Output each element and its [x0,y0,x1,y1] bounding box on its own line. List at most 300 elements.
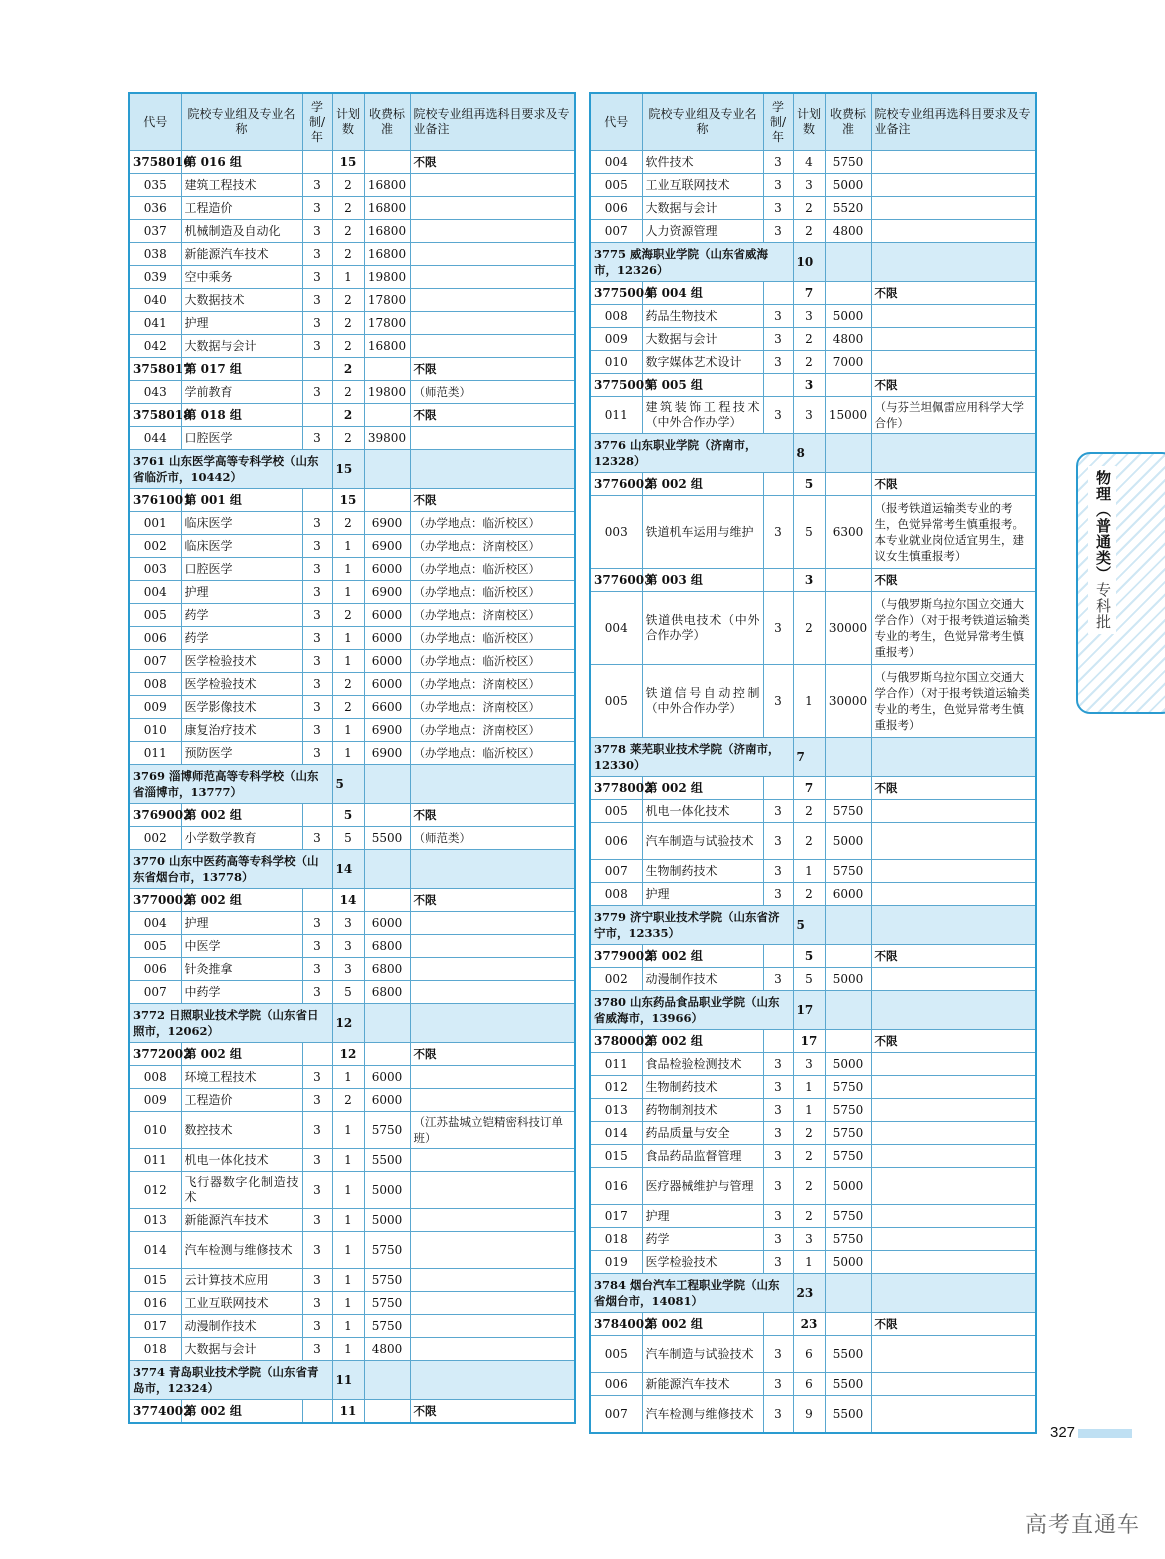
major-years: 3 [302,558,332,581]
school-plan: 11 [332,1361,364,1400]
major-req: （办学地点：临沂校区） [410,627,575,650]
group-plan: 7 [793,282,825,305]
major-code: 001 [129,512,181,535]
major-plan: 2 [793,1122,825,1145]
school-plan: 17 [793,991,825,1030]
major-req [410,427,575,450]
major-row [590,1053,1036,1076]
major-row [129,535,575,558]
group-plan: 3 [793,374,825,397]
major-plan: 3 [332,912,364,935]
group-fee [364,151,410,174]
header-code: 代号 [590,93,642,151]
group-fee [364,489,410,512]
group-row [129,151,575,174]
major-fee: 17800 [364,289,410,312]
major-plan: 6 [793,1336,825,1373]
group-plan: 3 [793,569,825,592]
major-name: 临床医学 [181,535,302,558]
major-row [590,151,1036,174]
major-req: （办学地点：济南校区） [410,719,575,742]
school-plan: 15 [332,450,364,489]
major-fee: 6900 [364,742,410,765]
school-plan: 10 [793,243,825,282]
group-years [302,1043,332,1066]
major-name: 软件技术 [642,151,763,174]
right-table [589,92,1037,1434]
group-name: 第 002 组 [642,473,763,496]
major-plan: 5 [332,827,364,850]
major-code: 016 [590,1168,642,1205]
major-row [129,981,575,1004]
group-req: 不限 [410,151,575,174]
major-req [871,860,1036,883]
group-fee [825,1313,871,1336]
group-years [763,1313,793,1336]
major-code: 013 [590,1099,642,1122]
major-code: 013 [129,1209,181,1232]
major-req [410,1172,575,1209]
major-plan: 5 [332,981,364,1004]
major-req: （办学地点：临沂校区） [410,742,575,765]
major-years: 3 [763,883,793,906]
major-plan: 1 [793,1099,825,1122]
major-name: 云计算技术应用 [181,1269,302,1292]
major-req: （师范类） [410,827,575,850]
major-years: 3 [302,197,332,220]
group-years [302,489,332,512]
major-fee: 5000 [825,823,871,860]
major-code: 009 [590,328,642,351]
major-plan: 1 [332,1232,364,1269]
group-row [129,1043,575,1066]
header-fee: 收费标准 [825,93,871,151]
school-plan: 7 [793,738,825,777]
section-label [1088,466,1116,634]
major-code: 011 [129,742,181,765]
major-req: （与芬兰坦佩雷应用科学大学合作） [871,397,1036,434]
major-name: 护理 [181,312,302,335]
group-row [590,1030,1036,1053]
major-row [590,1145,1036,1168]
group-fee [364,1043,410,1066]
major-req [871,1228,1036,1251]
major-years: 3 [763,1205,793,1228]
header-name: 院校专业组及专业名称 [181,93,302,151]
group-fee [364,889,410,912]
group-years [763,1030,793,1053]
school-name: 3770 山东中医药高等专科学校（山东省烟台市，13778） [129,850,332,889]
major-req [871,174,1036,197]
major-plan: 2 [332,673,364,696]
school-name: 3769 淄博师范高等专科学校（山东省淄博市，13777） [129,765,332,804]
major-plan: 5 [793,496,825,569]
major-plan: 6 [793,1373,825,1396]
major-row [129,827,575,850]
school-row [590,991,1036,1030]
major-fee: 5750 [364,1315,410,1338]
major-plan: 2 [332,427,364,450]
major-fee: 6000 [364,627,410,650]
group-plan: 11 [332,1400,364,1424]
major-code: 039 [129,266,181,289]
major-code: 004 [590,592,642,665]
major-req [871,1336,1036,1373]
major-code: 007 [590,1396,642,1434]
major-row [129,935,575,958]
major-req: （办学地点：济南校区） [410,535,575,558]
group-plan: 23 [793,1313,825,1336]
major-years: 3 [302,1292,332,1315]
major-name: 医学检验技术 [181,673,302,696]
major-name: 铁道供电技术（中外合作办学） [642,592,763,665]
major-years: 3 [302,1112,332,1149]
major-fee: 6900 [364,512,410,535]
major-years: 3 [763,496,793,569]
major-code: 036 [129,197,181,220]
group-years [302,889,332,912]
major-fee: 6000 [825,883,871,906]
major-fee: 5520 [825,197,871,220]
school-name: 3779 济宁职业技术学院（山东省济宁市，12335） [590,906,793,945]
major-plan: 2 [793,1168,825,1205]
major-name: 临床医学 [181,512,302,535]
major-years: 3 [302,427,332,450]
major-plan: 3 [793,1228,825,1251]
major-years: 3 [302,312,332,335]
major-row [129,335,575,358]
major-years: 3 [763,1396,793,1434]
watermark: 高考直通车 [1025,1513,1141,1538]
major-code: 007 [590,860,642,883]
group-fee [825,1030,871,1053]
major-code: 018 [590,1228,642,1251]
major-row [590,1076,1036,1099]
major-row [129,427,575,450]
major-name: 生物制药技术 [642,1076,763,1099]
group-name: 第 017 组 [181,358,302,381]
major-years: 3 [763,860,793,883]
major-plan: 1 [332,581,364,604]
major-name: 口腔医学 [181,427,302,450]
major-name: 汽车制造与试验技术 [642,823,763,860]
major-plan: 2 [332,604,364,627]
major-years: 3 [763,305,793,328]
major-code: 011 [590,397,642,434]
group-fee [825,945,871,968]
header-years: 学制/年 [302,93,332,151]
major-code: 041 [129,312,181,335]
major-row [129,1149,575,1172]
major-req [871,1053,1036,1076]
major-plan: 2 [793,220,825,243]
major-row [129,381,575,404]
major-fee: 6900 [364,581,410,604]
major-years: 3 [302,827,332,850]
major-row [590,1099,1036,1122]
major-row [129,1172,575,1209]
major-code: 006 [590,1373,642,1396]
major-years: 3 [302,1209,332,1232]
major-req [871,1396,1036,1434]
group-plan: 7 [793,777,825,800]
major-fee: 5750 [825,151,871,174]
group-row [129,358,575,381]
group-row [129,404,575,427]
group-code: 3779002 [590,945,642,968]
major-req [410,912,575,935]
school-req [410,1361,575,1400]
major-fee: 5500 [364,1149,410,1172]
major-req: （办学地点：临沂校区） [410,512,575,535]
group-fee [825,473,871,496]
major-name: 机电一体化技术 [181,1149,302,1172]
school-fee [825,738,871,777]
major-code: 009 [129,1089,181,1112]
major-req [871,1145,1036,1168]
table-header [129,93,575,151]
group-req: 不限 [871,374,1036,397]
major-code: 005 [590,800,642,823]
major-req [410,1269,575,1292]
major-name: 数字媒体艺术设计 [642,351,763,374]
header-req: 院校专业组再选科目要求及专业备注 [410,93,575,151]
major-name: 空中乘务 [181,266,302,289]
major-req [410,174,575,197]
major-name: 大数据与会计 [181,1338,302,1361]
school-req [410,850,575,889]
school-fee [825,434,871,473]
major-code: 005 [129,935,181,958]
group-years [763,374,793,397]
group-req: 不限 [871,282,1036,305]
group-row [590,1313,1036,1336]
major-req [410,243,575,266]
major-years: 3 [302,1232,332,1269]
major-fee: 5000 [825,1251,871,1274]
major-fee: 6800 [364,981,410,1004]
group-years [302,1400,332,1424]
major-name: 铁道信号自动控制（中外合作办学） [642,665,763,738]
school-req [410,765,575,804]
group-row [590,374,1036,397]
major-name: 医学检验技术 [181,650,302,673]
group-code: 3780002 [590,1030,642,1053]
section-label-batch: 专科批 [1094,582,1112,630]
major-req: （报考铁道运输类专业的考生，色觉异常考生慎重报考。本专业就业岗位适宜男生，建议女生慎重报考） [871,496,1036,569]
major-plan: 3 [793,174,825,197]
major-fee: 17800 [364,312,410,335]
major-code: 019 [590,1251,642,1274]
major-req: （办学地点：济南校区） [410,604,575,627]
major-row [590,1251,1036,1274]
major-fee: 5000 [825,174,871,197]
major-years: 3 [763,1373,793,1396]
group-code: 3776002 [590,473,642,496]
table-header [590,93,1036,151]
major-fee: 6800 [364,958,410,981]
page-number-bar [1078,1429,1132,1438]
group-name: 第 018 组 [181,404,302,427]
header-req: 院校专业组再选科目要求及专业备注 [871,93,1036,151]
major-fee: 5500 [825,1336,871,1373]
major-row [129,1315,575,1338]
major-years: 3 [302,381,332,404]
group-row [590,777,1036,800]
left-table-body [129,151,575,1424]
group-name: 第 005 组 [642,374,763,397]
group-row [590,569,1036,592]
major-req: （江苏盐城立铠精密科技订单班） [410,1112,575,1149]
major-plan: 2 [332,335,364,358]
major-row [129,719,575,742]
major-name: 人力资源管理 [642,220,763,243]
major-code: 011 [590,1053,642,1076]
major-fee: 6000 [364,1066,410,1089]
major-name: 学前教育 [181,381,302,404]
major-fee: 5750 [364,1269,410,1292]
major-fee: 6000 [364,650,410,673]
group-name: 第 016 组 [181,151,302,174]
group-years [763,569,793,592]
group-plan: 15 [332,489,364,512]
major-req [410,197,575,220]
group-code: 3769002 [129,804,181,827]
major-fee: 4800 [825,328,871,351]
major-fee: 6900 [364,719,410,742]
major-row [129,512,575,535]
major-req [871,351,1036,374]
major-name: 环境工程技术 [181,1066,302,1089]
group-plan: 14 [332,889,364,912]
major-row [129,1089,575,1112]
major-fee: 6000 [364,673,410,696]
major-row [590,305,1036,328]
major-name: 护理 [642,1205,763,1228]
major-years: 3 [763,151,793,174]
major-fee: 6300 [825,496,871,569]
major-name: 中药学 [181,981,302,1004]
major-years: 3 [763,665,793,738]
major-row [590,968,1036,991]
school-name: 3784 烟台汽车工程职业学院（山东省烟台市，14081） [590,1274,793,1313]
major-req [410,981,575,1004]
school-plan: 14 [332,850,364,889]
major-req [871,151,1036,174]
group-code: 3758018 [129,404,181,427]
school-fee [364,765,410,804]
major-code: 006 [129,958,181,981]
group-fee [364,1400,410,1424]
major-req [410,958,575,981]
major-code: 010 [129,719,181,742]
major-name: 汽车制造与试验技术 [642,1336,763,1373]
group-req: 不限 [410,889,575,912]
major-years: 3 [763,800,793,823]
major-years: 3 [302,696,332,719]
major-code: 004 [129,581,181,604]
major-name: 新能源汽车技术 [181,243,302,266]
major-row [129,1209,575,1232]
major-row [129,266,575,289]
major-req [410,289,575,312]
group-years [763,945,793,968]
major-years: 3 [302,935,332,958]
group-fee [364,404,410,427]
major-row [129,958,575,981]
major-row [590,592,1036,665]
major-fee: 6900 [364,535,410,558]
major-name: 药品生物技术 [642,305,763,328]
header-name: 院校专业组及专业名称 [642,93,763,151]
major-code: 043 [129,381,181,404]
major-row [590,665,1036,738]
major-plan: 1 [332,1338,364,1361]
school-req [410,1004,575,1043]
page-number: 327 [1050,1424,1076,1441]
major-name: 药品质量与安全 [642,1122,763,1145]
major-fee: 6000 [364,1089,410,1112]
major-fee: 15000 [825,397,871,434]
major-fee: 6800 [364,935,410,958]
major-req [410,1338,575,1361]
major-req [871,1168,1036,1205]
group-years [763,777,793,800]
group-code: 3761001 [129,489,181,512]
major-row [590,1396,1036,1434]
major-req [871,197,1036,220]
major-req: （办学地点：济南校区） [410,696,575,719]
major-name: 康复治疗技术 [181,719,302,742]
school-fee [364,1361,410,1400]
major-name: 动漫制作技术 [181,1315,302,1338]
major-plan: 2 [332,381,364,404]
major-row [590,1168,1036,1205]
major-name: 药学 [181,627,302,650]
major-plan: 2 [332,512,364,535]
major-fee: 5000 [364,1209,410,1232]
group-name: 第 002 组 [642,945,763,968]
major-years: 3 [763,174,793,197]
major-row [590,1122,1036,1145]
school-plan: 23 [793,1274,825,1313]
major-plan: 2 [332,197,364,220]
major-fee: 30000 [825,665,871,738]
major-years: 3 [763,328,793,351]
major-years: 3 [302,742,332,765]
major-code: 008 [590,305,642,328]
major-fee: 6000 [364,604,410,627]
school-plan: 8 [793,434,825,473]
major-code: 018 [129,1338,181,1361]
major-row [590,883,1036,906]
group-req: 不限 [871,473,1036,496]
major-name: 大数据与会计 [642,328,763,351]
school-row [590,906,1036,945]
major-fee: 5750 [825,1122,871,1145]
major-req [871,1099,1036,1122]
group-years [763,473,793,496]
major-years: 3 [302,719,332,742]
school-plan: 12 [332,1004,364,1043]
major-code: 003 [129,558,181,581]
major-code: 011 [129,1149,181,1172]
school-fee [364,1004,410,1043]
school-name: 3776 山东职业学院（济南市，12328） [590,434,793,473]
major-years: 3 [763,1053,793,1076]
major-req [871,800,1036,823]
major-fee: 16800 [364,197,410,220]
